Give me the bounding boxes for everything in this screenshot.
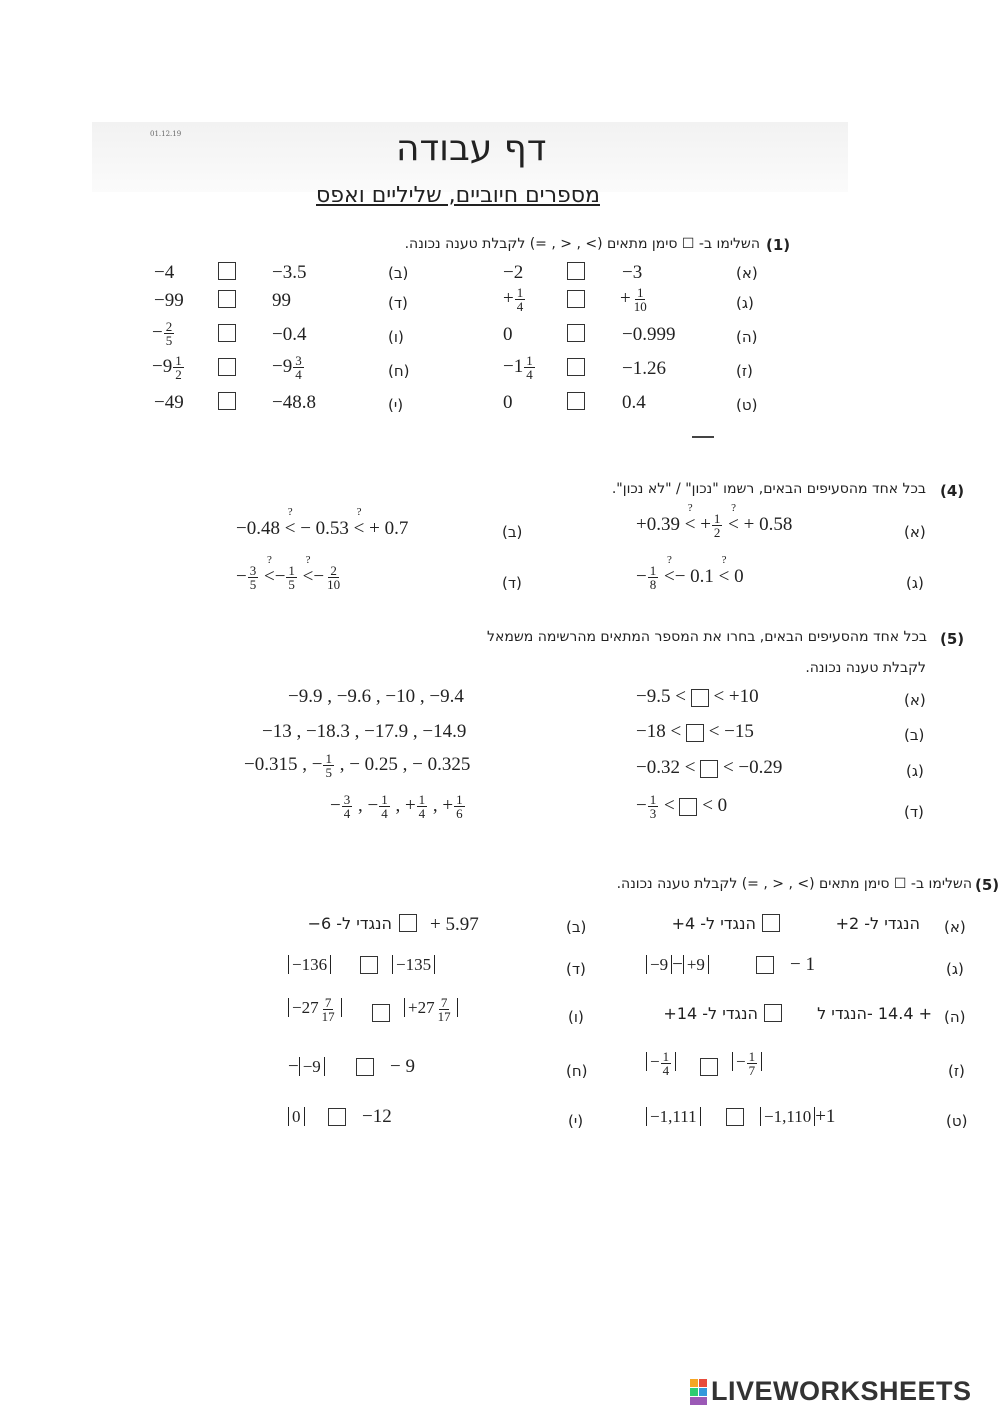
q5b-z-left: − $\frac{1}{4}$ <box>646 1050 676 1077</box>
divider <box>692 436 714 438</box>
q5b-z-right: − $\frac{1}{7}$ <box>732 1050 762 1077</box>
q5b-label-t: (ט) <box>946 1112 968 1130</box>
q1-ch-left: −9 $\frac{3}{4}$ <box>272 353 302 382</box>
q5b-label-h: (ה) <box>944 1008 966 1026</box>
page-subtitle: מספרים חיוביים, שליליים ואפס <box>316 183 600 208</box>
corner-code: 01.12.19 <box>150 130 182 138</box>
q5a-g-box[interactable] <box>700 760 718 778</box>
q1-y-left: −48.8 <box>272 392 316 413</box>
q5b-g-right: − 1 <box>790 954 815 975</box>
q5b-v-left: −27 $\frac{7}{17}$ <box>288 996 342 1023</box>
q5b-label-d: (ד) <box>566 960 586 978</box>
q5b-a-right: הנגדי ל- 2+ <box>835 914 920 933</box>
q5b-d-right: −135 <box>392 954 435 976</box>
q5b-label-a: (א) <box>944 918 966 936</box>
q1-b-right: −4 <box>154 262 175 283</box>
q1-label-g: (ג) <box>736 294 754 312</box>
q5a-d-list: − $\frac{3}{4}$ , − $\frac{1}{4}$ , + $\frac{1}{4}$ , + $\frac{1}{6}$ <box>330 792 463 821</box>
q5b-h-right: + 14.4 -הנגדי ל <box>817 1004 932 1023</box>
q1-g-right: + $\frac{1}{4}$ <box>503 285 524 314</box>
q1-label-ch: (ח) <box>388 362 410 380</box>
q1-g-left: + $\frac{1}{10}$ <box>620 285 647 314</box>
q5b-h-left: הנגדי ל- 14+ <box>663 1004 758 1023</box>
q1-z-right: −1 $\frac{1}{4}$ <box>503 353 533 382</box>
q1-v-box[interactable] <box>218 324 236 342</box>
q1-y-box[interactable] <box>218 392 236 410</box>
q5b-d-left: −136 <box>288 954 331 976</box>
q1-t-right: 0 <box>503 392 513 413</box>
q1-number: (1) <box>766 236 791 254</box>
q5b-h-box[interactable] <box>764 1004 782 1022</box>
q5a-instruction-2: לקבלת טענה נכונה. <box>805 660 926 676</box>
q5b-t-left: −1,111 <box>646 1106 701 1128</box>
q1-h-left: −0.999 <box>622 324 676 345</box>
page-title: דף עבודה <box>396 128 547 169</box>
q5a-g-list: −0.315 , − $\frac{1}{5}$ , − 0.25 , − 0.325 <box>244 751 471 780</box>
q4-a-expr: +0.39 ? < + $\frac{1}{2}$ ? < + 0.58 <box>636 501 793 540</box>
q1-d-left: 99 <box>272 290 291 311</box>
q5a-label-g: (ג) <box>906 762 924 780</box>
q5b-y-box[interactable] <box>328 1108 346 1126</box>
q4-label-g: (ג) <box>906 574 924 592</box>
q1-t-left: 0.4 <box>622 392 646 413</box>
q1-v-left: −0.4 <box>272 324 307 345</box>
q5a-b-expr: −18 < < −15 <box>636 721 754 742</box>
q4-instruction: בכל אחד מהסעיפים הבאים, רשמו "נכון" / "לא נכון". <box>611 481 926 497</box>
q5a-b-list: −13 , −18.3 , −17.9 , −14.9 <box>262 721 467 742</box>
q5b-ch-right: − 9 <box>390 1056 415 1077</box>
q1-label-z: (ז) <box>736 362 753 380</box>
q5b-instruction: השלימו ב- ☐ סימן מתאים (> , < , =) לקבלת טענה נכונה. <box>616 876 972 892</box>
q5b-label-ch: (ח) <box>566 1062 588 1080</box>
q1-b-box[interactable] <box>218 262 236 280</box>
q5a-a-expr: −9.5 < < +10 <box>636 686 759 707</box>
q1-ch-box[interactable] <box>218 358 236 376</box>
q1-ch-right: −9 $\frac{1}{2}$ <box>152 353 182 382</box>
q5b-label-y: (י) <box>568 1112 584 1130</box>
q4-d-expr: − $\frac{3}{5}$ ? <− $\frac{1}{5}$ ? <− $\frac{2}{10}$ <box>236 553 341 592</box>
q5b-g-expr: −9 − +9 <box>646 954 709 976</box>
q5b-number: (5) <box>975 876 1000 894</box>
q4-number: (4) <box>940 482 965 500</box>
q5b-ch-box[interactable] <box>356 1058 374 1076</box>
q1-b-left: −3.5 <box>272 262 307 283</box>
q5b-d-box[interactable] <box>360 956 378 974</box>
q5b-label-b: (ב) <box>566 918 587 936</box>
q1-h-box[interactable] <box>567 324 585 342</box>
q5a-a-list: −9.9 , −9.6 , −10 , −9.4 <box>288 686 464 707</box>
q1-h-right: 0 <box>503 324 513 345</box>
q1-a-right: −2 <box>503 262 524 283</box>
q5a-d-expr: − $\frac{1}{3}$ < < 0 <box>636 792 728 821</box>
q1-label-d: (ד) <box>388 294 408 312</box>
q5a-g-expr: −0.32 < < −0.29 <box>636 757 783 778</box>
liveworksheets-logo <box>690 1376 972 1407</box>
q1-label-h: (ה) <box>736 328 758 346</box>
q1-label-y: (י) <box>388 396 404 414</box>
q5b-ch-left: − −9 <box>288 1056 325 1078</box>
q5b-t-box[interactable] <box>726 1108 744 1126</box>
brand-text: LIVEWORKSHEETS <box>711 1376 972 1406</box>
q1-a-box[interactable] <box>567 262 585 280</box>
q5b-t-right: −1,110 +1 <box>760 1106 835 1128</box>
q4-label-a: (א) <box>904 523 926 541</box>
q1-label-a: (א) <box>736 264 758 282</box>
q5a-instruction: בכל אחד מהסעיפים הבאים, בחרו את המספר המתאים מהרשימה משמאל <box>487 629 927 645</box>
q1-label-v: (ו) <box>388 328 404 346</box>
q5b-b-left: + 5.97 <box>430 914 479 935</box>
q1-instruction: השלימו ב- ☐ סימן מתאים (> , < , =) לקבלת טענה נכונה. <box>404 236 760 252</box>
q5a-d-box[interactable] <box>679 798 697 816</box>
q4-g-expr: − $\frac{1}{8}$ ? <− 0.1 ? < 0 <box>636 553 744 592</box>
q5b-y-right: −12 <box>362 1106 392 1127</box>
q4-label-d: (ד) <box>502 574 522 592</box>
q5a-label-b: (ב) <box>904 726 925 744</box>
q5b-a-left: הנגדי ל- 4+ <box>671 914 756 933</box>
q1-v-right: − $\frac{2}{5}$ <box>152 319 173 348</box>
q5a-label-a: (א) <box>904 691 926 709</box>
q5b-label-z: (ז) <box>948 1062 965 1080</box>
q1-label-t: (ט) <box>736 396 758 414</box>
q1-label-b: (ב) <box>388 264 409 282</box>
q5b-y-left: 0 <box>288 1106 305 1128</box>
q5a-number: (5) <box>940 630 965 648</box>
q4-label-b: (ב) <box>502 523 523 541</box>
q5a-a-box[interactable] <box>691 689 709 707</box>
q5a-b-box[interactable] <box>686 724 704 742</box>
q1-d-right: −99 <box>154 290 184 311</box>
brand-icon <box>690 1379 708 1405</box>
q5b-label-g: (ג) <box>946 960 964 978</box>
q1-d-box[interactable] <box>218 290 236 308</box>
q1-z-box[interactable] <box>567 358 585 376</box>
q5b-v-right: +27 $\frac{7}{17}$ <box>404 996 458 1023</box>
q1-a-left: −3 <box>622 262 643 283</box>
q5b-label-v: (ו) <box>568 1008 584 1026</box>
q4-b-expr: −0.48 ? < − 0.53 ? < + 0.7 <box>236 506 409 539</box>
q5b-v-box[interactable] <box>372 1004 390 1022</box>
q5b-b-box[interactable] <box>399 914 417 932</box>
q5b-z-box[interactable] <box>700 1058 718 1076</box>
q1-g-box[interactable] <box>567 290 585 308</box>
q5b-b-right: הנגדי ל- 6− <box>307 914 392 933</box>
q1-t-box[interactable] <box>567 392 585 410</box>
q1-y-right: −49 <box>154 392 184 413</box>
q5a-label-d: (ד) <box>904 803 924 821</box>
q5b-a-box[interactable] <box>762 914 780 932</box>
q1-z-left: −1.26 <box>622 358 666 379</box>
q5b-g-box[interactable] <box>756 956 774 974</box>
